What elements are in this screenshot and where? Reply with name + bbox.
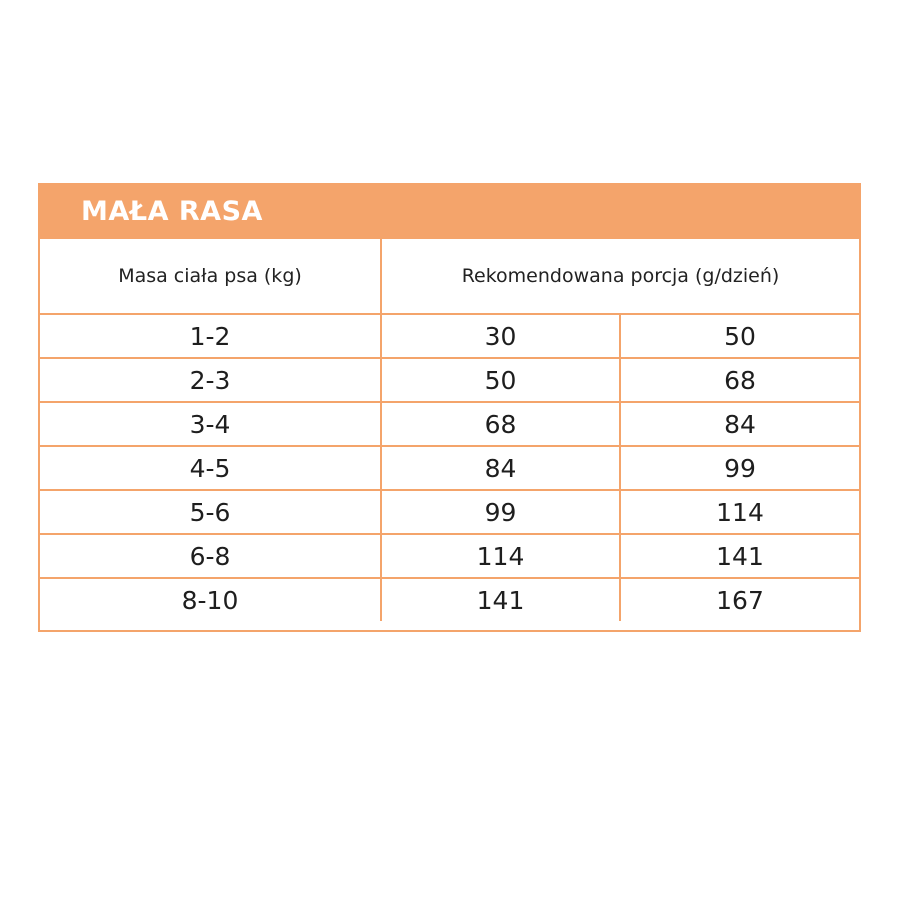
cell-weight: 4-5 [40, 446, 381, 490]
cell-portion-max: 68 [620, 358, 859, 402]
table-row [40, 490, 859, 534]
cell-portion-min: 99 [381, 490, 620, 534]
cell-weight: 2-3 [40, 358, 381, 402]
cell-weight: 5-6 [40, 490, 381, 534]
cell-portion-min: 84 [381, 446, 620, 490]
title-bar [40, 185, 859, 239]
cell-portion-max: 167 [620, 578, 859, 621]
cell-portion-max: 84 [620, 402, 859, 446]
table-row [40, 534, 859, 578]
table-row [40, 402, 859, 446]
cell-portion-min: 68 [381, 402, 620, 446]
cell-portion-max: 50 [620, 314, 859, 358]
table-row [40, 578, 859, 621]
cell-portion-max: 99 [620, 446, 859, 490]
table-row [40, 446, 859, 490]
cell-portion-min: 50 [381, 358, 620, 402]
feeding-table [40, 239, 859, 621]
header-portion: Rekomendowana porcja (g/dzień) [381, 239, 859, 314]
cell-portion-max: 141 [620, 534, 859, 578]
header-weight: Masa ciała psa (kg) [40, 239, 381, 314]
cell-portion-min: 141 [381, 578, 620, 621]
cell-weight: 3-4 [40, 402, 381, 446]
cell-weight: 6-8 [40, 534, 381, 578]
cell-portion-min: 114 [381, 534, 620, 578]
cell-weight: 1-2 [40, 314, 381, 358]
table-row [40, 314, 859, 358]
cell-portion-max: 114 [620, 490, 859, 534]
table-header-row [40, 239, 859, 314]
table-row [40, 358, 859, 402]
cell-portion-min: 30 [381, 314, 620, 358]
feeding-table-card [38, 183, 861, 632]
table-title: MAŁA RASA [81, 196, 263, 227]
cell-weight: 8-10 [40, 578, 381, 621]
